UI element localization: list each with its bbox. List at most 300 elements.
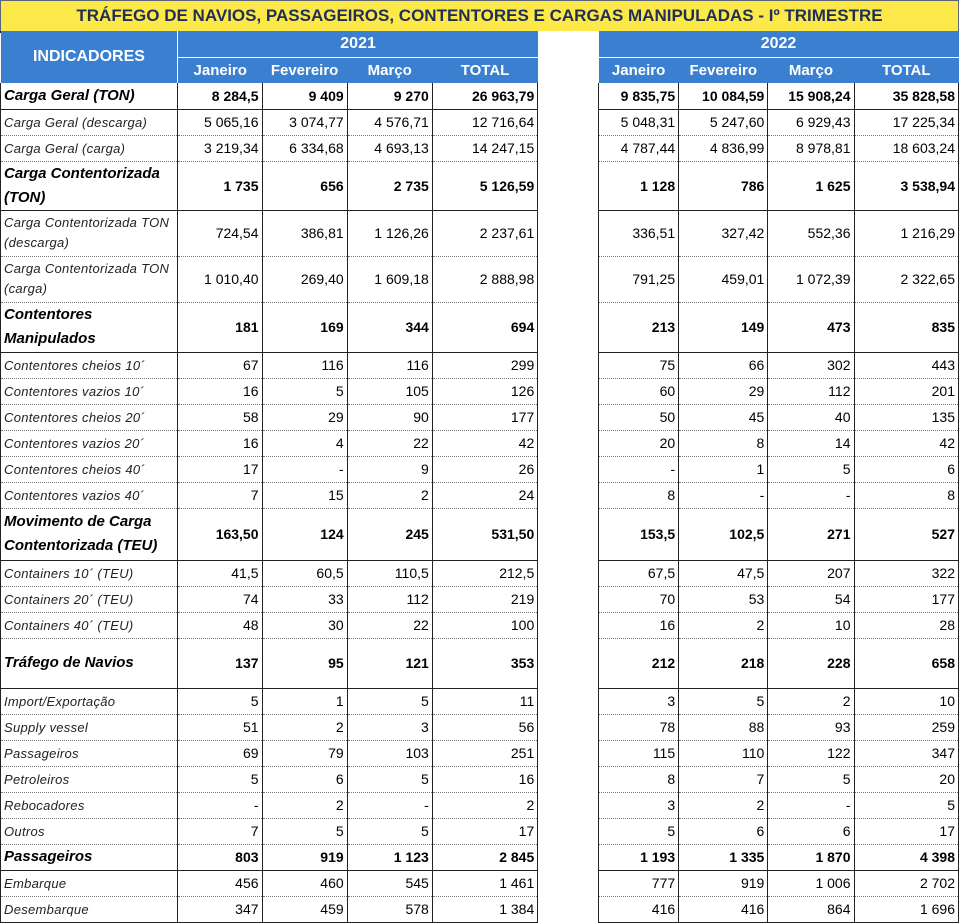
value-cell-2021-fevereiro: 15 [262,482,347,508]
indicator-label: Contentores cheios 40´ [1,456,178,482]
value-cell-2021-marco: 90 [347,404,432,430]
value-cell-2021-total: 14 247,15 [432,135,537,161]
value-cell-2021-marco: 121 [347,638,432,688]
value-cell-2022-fevereiro: 6 [679,818,768,844]
value-cell-2022-total: 1 216,29 [854,210,959,256]
value-cell-2021-janeiro: 69 [178,740,262,766]
value-cell-2021-total: 5 126,59 [432,161,537,210]
value-cell-2022-total: 10 [854,688,959,714]
indicator-label: Containers 20´ (TEU) [1,586,178,612]
value-cell-2022-janeiro: 3 [599,792,679,818]
month-header-total-2021: TOTAL [432,58,537,84]
value-cell-2021-fevereiro: 919 [262,844,347,870]
column-gap [538,508,599,560]
indicator-label: Contentores Manipulados [1,302,178,352]
value-cell-2022-total: 322 [854,560,959,586]
value-cell-2022-janeiro: 70 [599,586,679,612]
value-cell-2022-janeiro: 213 [599,302,679,352]
indicator-label: Passageiros [1,740,178,766]
indicator-label: Carga Contentorizada TON (carga) [1,256,178,302]
value-cell-2022-fevereiro: 66 [679,352,768,378]
column-gap [538,482,599,508]
value-cell-2022-fevereiro: 416 [679,896,768,922]
value-cell-2022-fevereiro: 53 [679,586,768,612]
value-cell-2022-marco: 1 625 [768,161,854,210]
value-cell-2021-marco: 344 [347,302,432,352]
column-gap [538,210,599,256]
value-cell-2021-marco: 22 [347,612,432,638]
value-cell-2021-fevereiro: 4 [262,430,347,456]
value-cell-2021-marco: 2 [347,482,432,508]
month-header-marco-2021: Março [347,58,432,84]
value-cell-2021-fevereiro: 5 [262,378,347,404]
indicator-label: Contentores vazios 10´ [1,378,178,404]
value-cell-2021-janeiro: 347 [178,896,262,922]
value-cell-2022-janeiro: 75 [599,352,679,378]
indicator-label: Carga Contentorizada (TON) [1,161,178,210]
value-cell-2021-fevereiro: 29 [262,404,347,430]
value-cell-2021-marco: 1 126,26 [347,210,432,256]
value-cell-2021-janeiro: 456 [178,870,262,896]
value-cell-2022-total: 3 538,94 [854,161,959,210]
value-cell-2021-total: 100 [432,612,537,638]
year-2022-header: 2022 [599,31,959,58]
column-gap [538,404,599,430]
value-cell-2021-total: 177 [432,404,537,430]
value-cell-2022-fevereiro: 88 [679,714,768,740]
value-cell-2022-marco: 15 908,24 [768,83,854,109]
value-cell-2022-marco: 1 072,39 [768,256,854,302]
value-cell-2022-total: 42 [854,430,959,456]
value-cell-2022-marco: 864 [768,896,854,922]
value-cell-2022-total: 28 [854,612,959,638]
value-cell-2021-janeiro: 51 [178,714,262,740]
value-cell-2021-total: 11 [432,688,537,714]
value-cell-2022-total: 20 [854,766,959,792]
indicator-label: Contentores cheios 10´ [1,352,178,378]
value-cell-2021-total: 531,50 [432,508,537,560]
indicator-group-row [1,844,959,870]
month-header-fevereiro-2021: Fevereiro [262,58,347,84]
value-cell-2021-janeiro: 163,50 [178,508,262,560]
value-cell-2022-marco: 2 [768,688,854,714]
value-cell-2022-janeiro: 115 [599,740,679,766]
value-cell-2021-total: 694 [432,302,537,352]
value-cell-2021-marco: 578 [347,896,432,922]
value-cell-2022-janeiro: 8 [599,482,679,508]
value-cell-2021-fevereiro: 656 [262,161,347,210]
indicator-row [1,766,959,792]
value-cell-2021-fevereiro: 3 074,77 [262,109,347,135]
column-gap [538,161,599,210]
indicator-label: Tráfego de Navios [1,638,178,688]
indicator-row [1,135,959,161]
value-cell-2021-fevereiro: 30 [262,612,347,638]
column-gap [538,612,599,638]
value-cell-2021-janeiro: 17 [178,456,262,482]
value-cell-2021-fevereiro: 124 [262,508,347,560]
value-cell-2021-fevereiro: 95 [262,638,347,688]
column-gap [538,792,599,818]
value-cell-2022-total: 4 398 [854,844,959,870]
value-cell-2021-fevereiro: 60,5 [262,560,347,586]
value-cell-2022-total: 8 [854,482,959,508]
value-cell-2021-marco: 9 270 [347,83,432,109]
column-gap [538,352,599,378]
column-gap [538,83,599,109]
sheet-title: TRÁFEGO DE NAVIOS, PASSAGEIROS, CONTENTORES E CARGAS MANIPULADAS - Iº TRIMESTRE [1,1,959,33]
table-body [1,83,959,922]
value-cell-2021-total: 26 963,79 [432,83,537,109]
value-cell-2021-fevereiro: 33 [262,586,347,612]
value-cell-2021-marco: 5 [347,818,432,844]
value-cell-2021-total: 24 [432,482,537,508]
value-cell-2022-janeiro: 50 [599,404,679,430]
value-cell-2021-fevereiro: 6 [262,766,347,792]
column-gap [538,560,599,586]
indicator-row [1,352,959,378]
value-cell-2021-janeiro: 16 [178,430,262,456]
value-cell-2022-marco: 122 [768,740,854,766]
value-cell-2022-fevereiro: 45 [679,404,768,430]
value-cell-2021-fevereiro: 1 [262,688,347,714]
month-header-fevereiro-2022: Fevereiro [679,58,768,84]
value-cell-2021-janeiro: 1 735 [178,161,262,210]
indicator-row [1,586,959,612]
value-cell-2022-janeiro: 78 [599,714,679,740]
value-cell-2021-total: 299 [432,352,537,378]
value-cell-2021-janeiro: 137 [178,638,262,688]
indicator-row [1,818,959,844]
indicator-label: Passageiros [1,844,178,870]
month-header-janeiro-2022: Janeiro [599,58,679,84]
value-cell-2022-total: 2 702 [854,870,959,896]
value-cell-2021-total: 56 [432,714,537,740]
indicator-group-row [1,161,959,210]
value-cell-2022-total: 5 [854,792,959,818]
value-cell-2022-janeiro: 20 [599,430,679,456]
indicator-label: Movimento de Carga Contentorizada (TEU) [1,508,178,560]
value-cell-2022-total: 6 [854,456,959,482]
indicator-row [1,378,959,404]
value-cell-2022-marco: 112 [768,378,854,404]
value-cell-2021-fevereiro: - [262,456,347,482]
column-gap [538,302,599,352]
value-cell-2021-marco: 1 609,18 [347,256,432,302]
value-cell-2022-marco: 8 978,81 [768,135,854,161]
month-header-janeiro-2021: Janeiro [178,58,262,84]
indicator-group-row [1,302,959,352]
value-cell-2022-total: 2 322,65 [854,256,959,302]
value-cell-2022-marco: 40 [768,404,854,430]
column-gap [538,586,599,612]
value-cell-2022-total: 201 [854,378,959,404]
indicator-label: Carga Geral (descarga) [1,109,178,135]
value-cell-2022-janeiro: 416 [599,896,679,922]
column-gap [538,688,599,714]
indicator-row [1,740,959,766]
value-cell-2022-total: 1 696 [854,896,959,922]
column-gap [538,638,599,688]
value-cell-2022-total: 835 [854,302,959,352]
value-cell-2022-janeiro: 153,5 [599,508,679,560]
value-cell-2022-janeiro: 5 [599,818,679,844]
value-cell-2022-marco: 10 [768,612,854,638]
value-cell-2022-marco: 228 [768,638,854,688]
indicator-row [1,688,959,714]
value-cell-2021-fevereiro: 9 409 [262,83,347,109]
value-cell-2021-marco: 116 [347,352,432,378]
value-cell-2021-total: 1 384 [432,896,537,922]
value-cell-2021-total: 353 [432,638,537,688]
value-cell-2021-fevereiro: 169 [262,302,347,352]
value-cell-2021-marco: 103 [347,740,432,766]
indicator-label: Containers 10´ (TEU) [1,560,178,586]
value-cell-2021-janeiro: 5 [178,688,262,714]
value-cell-2022-janeiro: 16 [599,612,679,638]
value-cell-2022-fevereiro: 10 084,59 [679,83,768,109]
indicator-row [1,404,959,430]
value-cell-2022-janeiro: 5 048,31 [599,109,679,135]
value-cell-2021-janeiro: - [178,792,262,818]
value-cell-2021-fevereiro: 5 [262,818,347,844]
column-gap [538,135,599,161]
value-cell-2021-total: 219 [432,586,537,612]
value-cell-2021-total: 42 [432,430,537,456]
value-cell-2021-janeiro: 5 [178,766,262,792]
value-cell-2021-marco: 112 [347,586,432,612]
value-cell-2022-marco: 6 929,43 [768,109,854,135]
value-cell-2021-marco: 22 [347,430,432,456]
value-cell-2021-marco: 9 [347,456,432,482]
value-cell-2021-fevereiro: 269,40 [262,256,347,302]
value-cell-2021-total: 17 [432,818,537,844]
value-cell-2021-marco: 5 [347,688,432,714]
value-cell-2022-marco: 14 [768,430,854,456]
value-cell-2022-fevereiro: 47,5 [679,560,768,586]
value-cell-2022-fevereiro: 7 [679,766,768,792]
value-cell-2022-marco: - [768,792,854,818]
indicator-label: Carga Geral (carga) [1,135,178,161]
column-gap [538,766,599,792]
value-cell-2022-fevereiro: - [679,482,768,508]
value-cell-2022-total: 135 [854,404,959,430]
value-cell-2021-marco: 105 [347,378,432,404]
value-cell-2021-total: 251 [432,740,537,766]
value-cell-2021-total: 2 888,98 [432,256,537,302]
value-cell-2021-marco: 2 735 [347,161,432,210]
value-cell-2021-marco: - [347,792,432,818]
value-cell-2021-fevereiro: 460 [262,870,347,896]
column-gap [538,870,599,896]
value-cell-2022-fevereiro: 5 [679,688,768,714]
value-cell-2022-fevereiro: 2 [679,792,768,818]
value-cell-2022-janeiro: 3 [599,688,679,714]
column-gap [538,109,599,135]
value-cell-2022-janeiro: 1 128 [599,161,679,210]
value-cell-2022-marco: 54 [768,586,854,612]
value-cell-2021-total: 1 461 [432,870,537,896]
value-cell-2022-janeiro: 8 [599,766,679,792]
value-cell-2022-fevereiro: 327,42 [679,210,768,256]
indicator-label: Rebocadores [1,792,178,818]
value-cell-2021-fevereiro: 386,81 [262,210,347,256]
indicators-header: INDICADORES [1,31,178,83]
value-cell-2022-janeiro: 777 [599,870,679,896]
value-cell-2021-janeiro: 67 [178,352,262,378]
value-cell-2021-total: 2 237,61 [432,210,537,256]
value-cell-2022-fevereiro: 218 [679,638,768,688]
column-gap [538,256,599,302]
value-cell-2021-fevereiro: 459 [262,896,347,922]
value-cell-2021-janeiro: 8 284,5 [178,83,262,109]
indicator-label: Import/Exportação [1,688,178,714]
value-cell-2022-marco: - [768,482,854,508]
value-cell-2021-janeiro: 803 [178,844,262,870]
value-cell-2022-fevereiro: 919 [679,870,768,896]
value-cell-2022-marco: 207 [768,560,854,586]
value-cell-2022-fevereiro: 102,5 [679,508,768,560]
value-cell-2021-marco: 245 [347,508,432,560]
value-cell-2021-janeiro: 724,54 [178,210,262,256]
value-cell-2021-total: 126 [432,378,537,404]
value-cell-2022-total: 17 [854,818,959,844]
column-gap [538,456,599,482]
value-cell-2021-total: 26 [432,456,537,482]
value-cell-2021-janeiro: 7 [178,818,262,844]
value-cell-2021-fevereiro: 79 [262,740,347,766]
value-cell-2022-marco: 1 870 [768,844,854,870]
title-bar [0,0,959,33]
column-gap [538,896,599,922]
indicator-label: Carga Geral (TON) [1,83,178,109]
value-cell-2022-fevereiro: 786 [679,161,768,210]
indicator-label: Supply vessel [1,714,178,740]
indicator-label: Contentores cheios 20´ [1,404,178,430]
column-gap [538,714,599,740]
indicator-label: Outros [1,818,178,844]
value-cell-2022-fevereiro: 2 [679,612,768,638]
value-cell-2022-total: 177 [854,586,959,612]
value-cell-2022-total: 35 828,58 [854,83,959,109]
value-cell-2021-marco: 4 693,13 [347,135,432,161]
value-cell-2022-marco: 271 [768,508,854,560]
indicator-row [1,256,959,302]
value-cell-2021-janeiro: 7 [178,482,262,508]
value-cell-2022-total: 658 [854,638,959,688]
value-cell-2022-fevereiro: 8 [679,430,768,456]
value-cell-2022-total: 347 [854,740,959,766]
year-2021-header: 2021 [178,31,538,58]
column-gap [538,378,599,404]
indicator-group-row [1,83,959,109]
indicator-row [1,430,959,456]
value-cell-2022-janeiro: 9 835,75 [599,83,679,109]
column-gap [538,740,599,766]
value-cell-2021-marco: 1 123 [347,844,432,870]
value-cell-2021-janeiro: 3 219,34 [178,135,262,161]
value-cell-2022-total: 443 [854,352,959,378]
indicator-row [1,482,959,508]
value-cell-2021-fevereiro: 6 334,68 [262,135,347,161]
value-cell-2022-janeiro: 67,5 [599,560,679,586]
indicator-label: Carga Contentorizada TON (descarga) [1,210,178,256]
value-cell-2022-fevereiro: 149 [679,302,768,352]
value-cell-2021-janeiro: 1 010,40 [178,256,262,302]
value-cell-2022-marco: 1 006 [768,870,854,896]
value-cell-2022-total: 17 225,34 [854,109,959,135]
column-gap [538,818,599,844]
indicator-group-row [1,638,959,688]
value-cell-2022-fevereiro: 459,01 [679,256,768,302]
value-cell-2022-marco: 93 [768,714,854,740]
value-cell-2022-total: 259 [854,714,959,740]
value-cell-2022-fevereiro: 29 [679,378,768,404]
value-cell-2021-fevereiro: 2 [262,714,347,740]
value-cell-2022-fevereiro: 1 335 [679,844,768,870]
value-cell-2021-janeiro: 5 065,16 [178,109,262,135]
value-cell-2022-marco: 5 [768,766,854,792]
value-cell-2021-janeiro: 181 [178,302,262,352]
indicator-row [1,210,959,256]
indicator-row [1,870,959,896]
value-cell-2021-total: 212,5 [432,560,537,586]
value-cell-2022-janeiro: 4 787,44 [599,135,679,161]
value-cell-2021-janeiro: 41,5 [178,560,262,586]
value-cell-2022-fevereiro: 4 836,99 [679,135,768,161]
indicator-label: Containers 40´ (TEU) [1,612,178,638]
value-cell-2022-fevereiro: 5 247,60 [679,109,768,135]
value-cell-2021-marco: 545 [347,870,432,896]
value-cell-2022-marco: 6 [768,818,854,844]
value-cell-2021-fevereiro: 2 [262,792,347,818]
value-cell-2021-janeiro: 74 [178,586,262,612]
indicators-table [0,31,959,923]
indicator-label: Petroleiros [1,766,178,792]
column-gap [538,844,599,870]
table-header [1,31,959,83]
value-cell-2022-janeiro: 791,25 [599,256,679,302]
value-cell-2022-fevereiro: 1 [679,456,768,482]
indicator-label: Desembarque [1,896,178,922]
indicator-row [1,560,959,586]
value-cell-2022-janeiro: 1 193 [599,844,679,870]
indicator-row [1,109,959,135]
column-gap [538,430,599,456]
value-cell-2021-total: 2 845 [432,844,537,870]
value-cell-2022-janeiro: 212 [599,638,679,688]
value-cell-2022-marco: 5 [768,456,854,482]
indicator-row [1,714,959,740]
value-cell-2022-fevereiro: 110 [679,740,768,766]
indicator-row [1,792,959,818]
value-cell-2021-total: 2 [432,792,537,818]
value-cell-2021-fevereiro: 116 [262,352,347,378]
indicator-row [1,612,959,638]
month-header-total-2022: TOTAL [854,58,959,84]
value-cell-2021-marco: 3 [347,714,432,740]
column-gap [538,31,599,83]
value-cell-2022-total: 18 603,24 [854,135,959,161]
value-cell-2022-janeiro: 60 [599,378,679,404]
value-cell-2021-total: 16 [432,766,537,792]
value-cell-2022-total: 527 [854,508,959,560]
value-cell-2021-total: 12 716,64 [432,109,537,135]
indicator-row [1,896,959,922]
value-cell-2022-marco: 552,36 [768,210,854,256]
indicator-label: Contentores vazios 20´ [1,430,178,456]
month-header-marco-2022: Março [768,58,854,84]
